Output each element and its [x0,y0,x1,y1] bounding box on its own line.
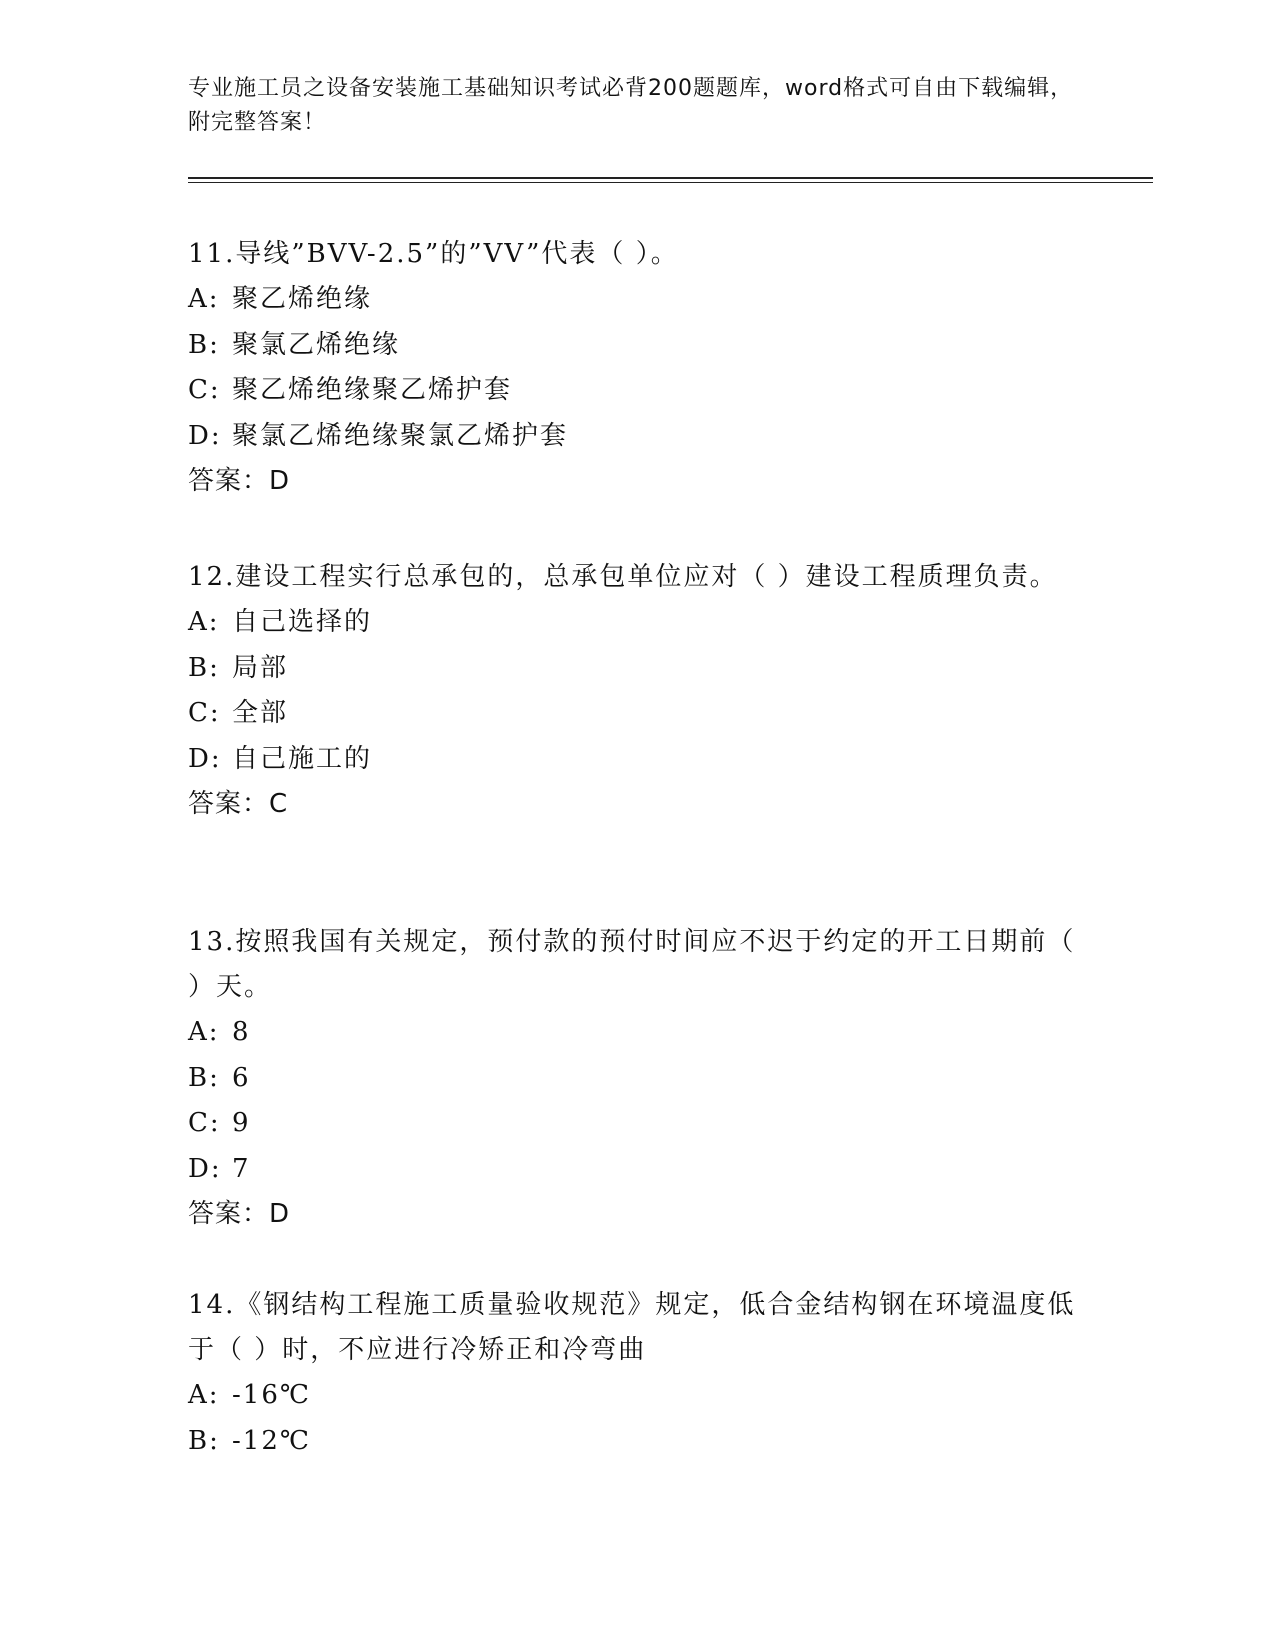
option-b [188,646,1088,692]
question-stem: 13.按照我国有关规定，预付款的预付时间应不迟于约定的开工日期前（ ）天。 [188,927,1076,1002]
header-divider-thick [188,177,1153,179]
option-d [188,1147,1088,1193]
answer-line: 答案：D [188,466,291,496]
option-text: 局部 [232,652,289,683]
option-letter: B: [188,1062,220,1093]
option-d [188,737,1088,783]
option-letter: D: [188,420,222,451]
option-d [188,414,1088,460]
option-letter: C: [188,375,221,405]
option-a [188,1373,1088,1419]
option-a [188,277,1088,323]
question-stem: 14.《钢结构工程施工质量验收规范》规定，低合金结构钢在环境温度低于（ ）时，不应进行冷矫正和冷弯曲 [188,1290,1076,1365]
option-c [188,1101,1088,1147]
document-intro: 专业施工员之设备安装施工基础知识考试必背200题题库，word格式可自由下载编辑，附完整答案！ [188,76,1074,135]
option-text: 8 [232,1017,251,1047]
option-letter: D: [188,743,222,774]
option-text: 聚氯乙烯绝缘聚氯乙烯护套 [232,420,569,451]
question-stem: 11.导线”BVV-2.5”的”VV”代表（ ）。 [188,239,679,269]
option-b [188,1419,1088,1465]
option-c [188,368,1088,414]
option-text: 全部 [232,698,289,728]
option-letter: A: [188,1380,220,1410]
question-13 [188,920,1088,1238]
question-14 [188,1283,1088,1464]
option-letter: A: [188,607,220,637]
option-letter: A: [188,284,220,314]
option-letter: D: [188,1153,222,1184]
option-text: 自己选择的 [232,607,373,637]
option-a [188,1010,1088,1056]
answer-line: 答案：D [188,1199,291,1229]
question-12 [188,555,1088,828]
option-b [188,1056,1088,1102]
option-letter: B: [188,329,220,360]
option-text: -16℃ [232,1380,311,1410]
header-divider-thin [188,182,1153,183]
question-11 [188,232,1088,505]
option-letter: A: [188,1017,220,1047]
option-c [188,691,1088,737]
option-text: 自己施工的 [232,743,373,774]
answer-line: 答案：C [188,789,289,819]
option-a [188,600,1088,646]
option-letter: B: [188,1425,220,1456]
option-text: 6 [232,1062,251,1093]
option-text: 聚氯乙烯绝缘 [232,329,401,360]
option-text: 聚乙烯绝缘聚乙烯护套 [232,375,513,405]
option-letter: C: [188,1108,221,1138]
option-b [188,323,1088,369]
option-letter: B: [188,652,220,683]
option-text: 聚乙烯绝缘 [232,284,373,314]
option-letter: C: [188,698,221,728]
option-text: 9 [232,1108,251,1138]
question-stem: 12.建设工程实行总承包的，总承包单位应对（ ）建设工程质理负责。 [188,562,1058,592]
option-text: 7 [232,1153,251,1184]
option-text: -12℃ [232,1425,311,1456]
